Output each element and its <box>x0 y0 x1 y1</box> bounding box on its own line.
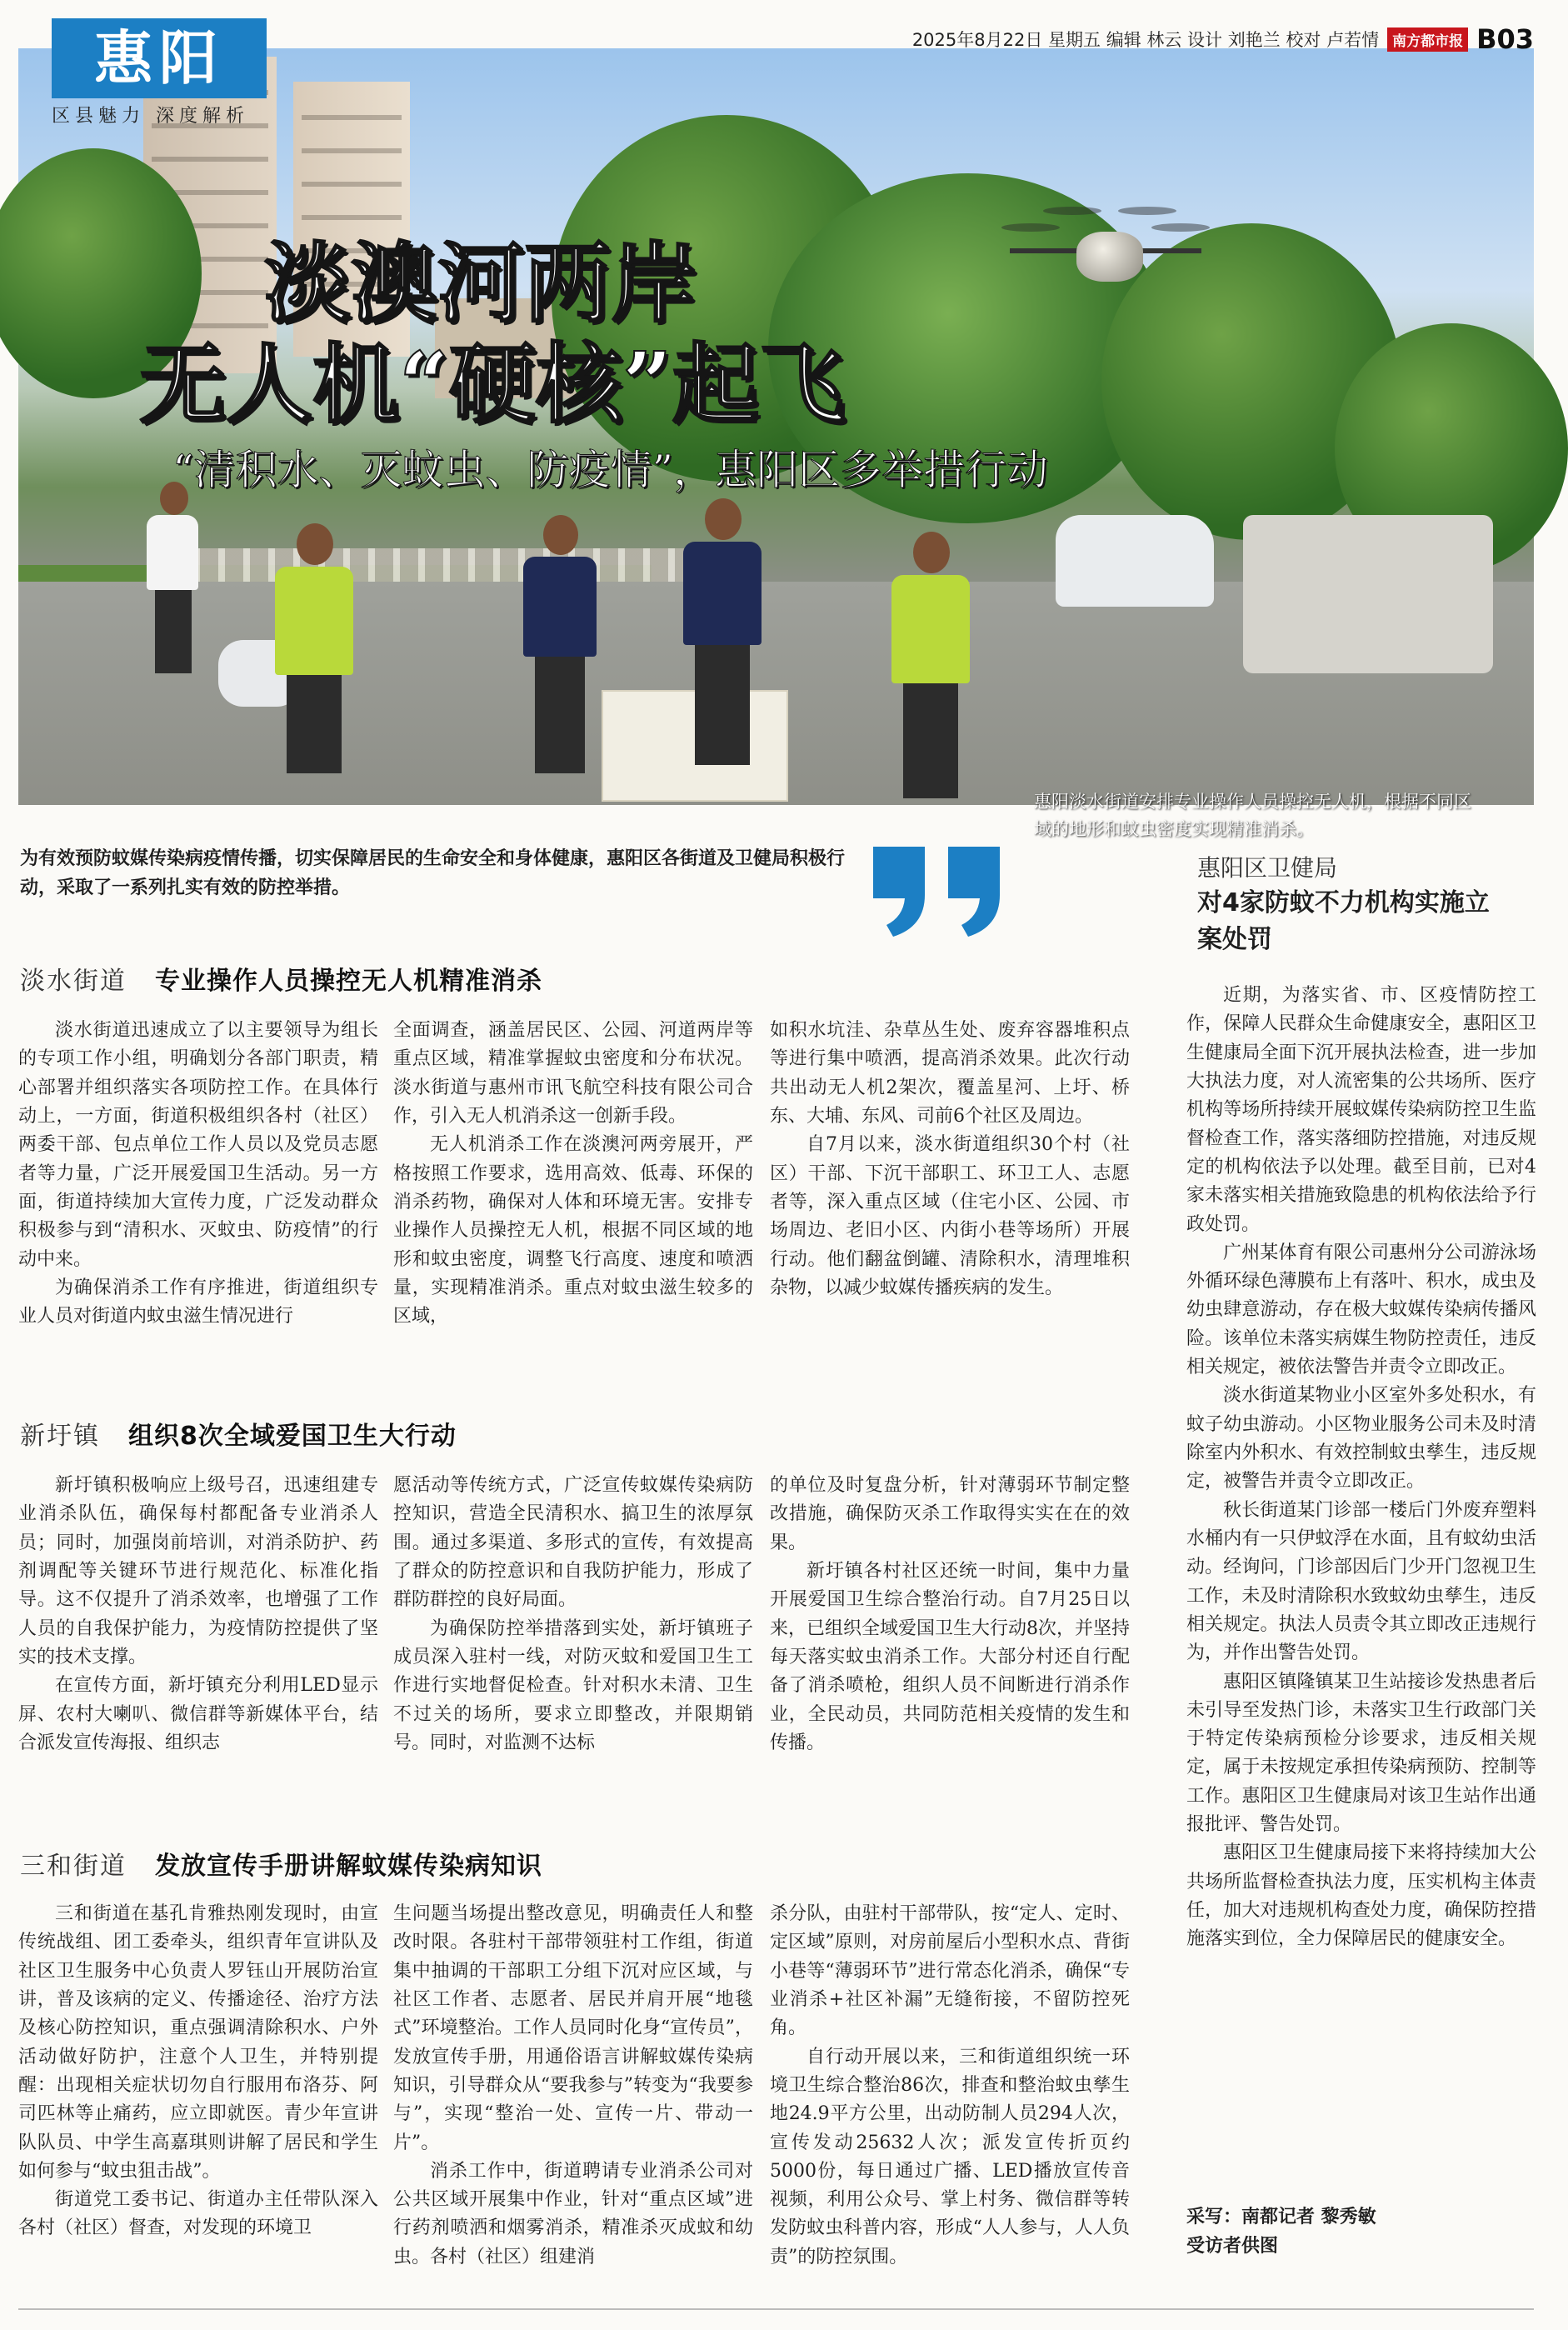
headline-line-2: 无人机“硬核”起飞 <box>139 332 846 435</box>
paragraph: 淡水街道某物业小区室外多处积水，有蚊子幼虫游动。小区物业服务公司未及时清除室内外积水、有效控制蚊虫孳生，违反规定，被警告并责令立即改正。 <box>1186 1385 1536 1492</box>
section-subtitle: 区县魅力 深度解析 <box>52 106 249 127</box>
paragraph: 消杀工作中，街道聘请专业消杀公司对公共区域开展集中作业，针对“重点区域”进行药剂喷洒和烟雾消杀，精准杀灭成蚊和幼虫。各村（社区）组建消 <box>393 2160 753 2268</box>
worker-vest-left <box>268 523 360 773</box>
paragraph: 为确保消杀工作有序推进，街道组织专业人员对街道内蚊虫滋生情况进行 <box>18 1277 378 1328</box>
text-column <box>770 1472 1130 1758</box>
paragraph: 全面调查，涵盖居民区、公园、河道两岸等重点区域，精准掌握蚊虫密度和分布状况。淡水街道与惠州市讯飞航空科技有限公司合作，引入无人机消杀这一创新手段。 <box>393 1020 753 1127</box>
photo-caption: 惠阳淡水街道安排专业操作人员操控无人机，根据不同区域的地形和蚊虫密度实现精准消杀。 <box>1034 792 1471 839</box>
section-title: 发放宣传手册讲解蚊媒传染病知识 <box>155 1852 542 1881</box>
masthead-line <box>912 23 1534 55</box>
text-column <box>770 1017 1130 1302</box>
van <box>1056 515 1214 607</box>
headline-subtitle: “清积水、灭蚊虫、防疫情”，惠阳区多举措行动 <box>172 446 1049 495</box>
paragraph: 杀分队，由驻村干部带队，按“定人、定时、定区域”原则，对房前屋后小型积水点、背街小巷等“薄弱环节”进行常态化消杀，确保“专业消杀+社区补漏”无缝衔接，不留防控死角。 <box>770 1903 1130 2039</box>
paragraph: 新圩镇积极响应上级号召，迅速组建专业消杀队伍，确保每村都配备专业消杀人员；同时，加强岗前培训，对消杀防护、药剂调配等关键环节进行规范化、标准化指导。这不仅提升了消杀效率，也增强了工作人员的自我保护能力，为疫情防控提供了坚实的技术支撑。 <box>18 1475 378 1668</box>
text-column <box>393 1900 753 2272</box>
paragraph: 为确保防控举措落到实处，新圩镇班子成员深入驻村一线，对防灭蚊和爱国卫生工作进行实地督促检查。针对积水未清、卫生不过关的场所，要求立即整改，并限期销号。同时，对监测不达标 <box>393 1618 753 1753</box>
text-column <box>393 1472 753 1758</box>
worker-vest-right <box>885 532 976 798</box>
byline <box>1186 2203 1376 2262</box>
paragraph: 近期，为落实省、市、区疫情防控工作，保障人民群众生命健康安全，惠阳区卫生健康局全面下沉开展执法检查，进一步加大执法力度，对人流密集的公共场所、医疗机构等场所持续开展蚊媒传染病防控卫生监督检查工作，落实落细防控措施，对违反规定的机构依法予以处理。截至目前，已对4家未落实相关措施致隐患的机构依法给予行政处罚。 <box>1186 985 1536 1235</box>
newspaper-logo: 南方都市报 <box>1387 28 1468 52</box>
section-place: 淡水街道 <box>20 967 127 996</box>
hero-photo <box>18 48 1534 839</box>
section-place: 新圩镇 <box>20 1422 100 1451</box>
section-heading-sanhe <box>20 1845 542 1887</box>
side-title: 对4家防蚊不力机构实施立案处罚 <box>1197 888 1490 954</box>
hero-headline <box>139 233 1048 494</box>
bystander <box>143 482 202 673</box>
bottom-rule <box>18 2308 1534 2310</box>
truck <box>1243 515 1493 673</box>
section-place: 三和街道 <box>20 1852 127 1881</box>
section-title: 组织8次全域爱国卫生大行动 <box>128 1422 457 1451</box>
paragraph: 自行动开展以来，三和街道组织统一环境卫生综合整治86次，排查和整治蚊虫孳生地24.9平方公里，出动防制人员294人次，宣传发动25632人次；派发宣传折页约5000份，每日通过广播、LED播放宣传音视频，利用公众号、掌上村务、微信群等转发防蚊虫科普内容，形成“人人参与，人人负责”的防控氛围。 <box>770 2046 1130 2268</box>
paragraph: 新圩镇各村社区还统一时间，集中力量开展爱国卫生综合整治行动。自7月25日以来，已组织全域爱国卫生大行动8次，并坚持每天落实蚊虫消杀工作。大部分村还自行配备了消杀喷枪，组织人员不间断进行消杀作业，全民动员，共同防范相关疫情的发生和传播。 <box>770 1560 1130 1753</box>
paragraph: 惠阳区镇隆镇某卫生站接诊发热患者后未引导至发热门诊，未落实卫生行政部门关于特定传染病预检分诊要求，违反相关规定，属于未按规定承担传染病预防、控制等工作。惠阳区卫生健康局对该卫生站作出通报批评、警告处罚。 <box>1186 1671 1536 1836</box>
paragraph: 生问题当场提出整改意见，明确责任人和整改时限。各驻村干部带领驻村工作组，街道集中抽调的干部职工分组下沉对应区域，与社区工作者、志愿者、居民并肩开展“地毯式”环境整治。工作人员同时化身“宣传员”，发放宣传手册，用通俗语言讲解蚊媒传染病知识，引导群众从“要我参与”转变为“我要参与”，实现“整治一处、宣传一片、带动一片”。 <box>393 1903 753 2153</box>
text-column <box>770 1900 1130 2272</box>
section-badge: 惠阳 <box>52 18 267 98</box>
paragraph: 自7月以来，淡水街道组织30个村（社区）干部、下沉干部职工、环卫工人、志愿者等，深入重点区域（住宅小区、公园、市场周边、老旧小区、内街小巷等场所）开展行动。他们翻盆倒罐、清除积水，清理堆积杂物，以减少蚊媒传播疾病的发生。 <box>770 1134 1130 1298</box>
photo-credit: 受访者供图 <box>1186 2235 1279 2257</box>
paragraph: 无人机消杀工作在淡澳河两旁展开，严格按照工作要求，选用高效、低毒、环保的消杀药物，确保对人体和环境无害。安排专业操作人员操控无人机，根据不同区域的地形和蚊虫密度，调整飞行高度、速度和喷洒量，实现精准消杀。重点对蚊虫滋生较多的区域， <box>393 1134 753 1328</box>
paragraph: 街道党工委书记、街道办主任带队深入各村（社区）督查，对发现的环境卫 <box>18 2189 378 2239</box>
paragraph: 三和街道在基孔肯雅热刚发现时，由宣传统战组、团工委牵头，组织青年宣讲队及社区卫生服务中心负责人罗钰山开展防治宣讲，普及该病的定义、传播途径、治疗方法及核心防控知识，重点强调清除积水、户外活动做好防护，注意个人卫生，并特别提醒：出现相关症状切勿自行服用布洛芬、阿司匹林等止痛药，应立即就医。青少年宣讲队队员、中学生高嘉琪则讲解了居民和学生如何参与“蚊虫狙击战”。 <box>18 1903 378 2182</box>
intro-paragraph: 为有效预防蚊媒传染病疫情传播，切实保障居民的生命安全和身体健康，惠阳区各街道及卫健局积极行动，采取了一系列扎实有效的防控举措。 <box>20 848 846 898</box>
paragraph: 广州某体育有限公司惠州分公司游泳场外循环绿色薄膜布上有落叶、积水，成虫及幼虫肆意游动，存在极大蚊媒传染病传播风险。该单位未落实病媒生物防控责任，违反相关规定，被依法警告并责令立即改正。 <box>1186 1242 1536 1378</box>
section-heading-xinxu <box>20 1415 457 1457</box>
page-number: B03 <box>1476 23 1534 55</box>
paragraph: 在宣传方面，新圩镇充分利用LED显示屏、农村大喇叭、微信群等新媒体平台，结合派发宣传海报、组织志 <box>18 1675 378 1753</box>
paragraph: 淡水街道迅速成立了以主要领导为组长的专项工作小组，明确划分各部门职责，精心部署并组织落实各项防控工作。在具体行动上，一方面，街道积极组织各村（社区）两委干部、包点单位工作人员以及党员志愿者等力量，广泛开展爱国卫生活动。另一方面，街道持续加大宣传力度，广泛发动群众积极参与到“清积水、灭蚊虫、防疫情”的行动中来。 <box>18 1020 378 1270</box>
reporter-credit: 采写：南都记者 黎秀敏 <box>1186 2207 1376 2228</box>
paragraph: 的单位及时复盘分析，针对薄弱环节制定整改措施，确保防灭杀工作取得实实在在的效果。 <box>770 1475 1130 1553</box>
side-kicker: 惠阳区卫健局 <box>1197 854 1338 882</box>
text-column <box>18 1017 378 1331</box>
worker-operator <box>518 515 602 773</box>
section-heading-danshui <box>20 960 542 1002</box>
paragraph: 如积水坑洼、杂草丛生处、废弃容器堆积点等进行集中喷洒，提高消杀效果。此次行动共出动无人机2架次，覆盖星河、上圩、桥东、大埔、东风、司前6个社区及周边。 <box>770 1020 1130 1127</box>
railing <box>168 548 685 582</box>
paragraph: 惠阳区卫生健康局接下来将持续加大公共场所监督检查执法力度，压实机构主体责任，加大对违规机构查处力度，确保防控措施落实到位，全力保障居民的健康安全。 <box>1186 1842 1536 1950</box>
headline-line-1: 淡澳河两岸 <box>264 232 698 334</box>
text-column <box>18 1900 378 2243</box>
text-column <box>393 1017 753 1331</box>
paragraph: 愿活动等传统方式，广泛宣传蚊媒传染病防控知识，营造全民清积水、搞卫生的浓厚氛围。通过多渠道、多形式的宣传，有效提高了群众的防控意识和自我防护能力，形成了群防群控的良好局面。 <box>393 1475 753 1611</box>
section-title: 专业操作人员操控无人机精准消杀 <box>155 967 542 996</box>
date-editor-line: 2025年8月22日 星期五 编辑 林云 设计 刘艳兰 校对 卢若情 <box>911 30 1380 50</box>
quote-mark-icon <box>873 847 1006 938</box>
text-column <box>18 1472 378 1758</box>
side-text-column <box>1186 982 1536 1954</box>
paragraph: 秋长街道某门诊部一楼后门外废弃塑料水桶内有一只伊蚊浮在水面，且有蚊幼虫活动。经询问，门诊部因后门少开门忽视卫生工作，未及时清除积水致蚊幼虫孳生，违反相关规定。执法人员责令其立即改正违规行为，并作出警告处罚。 <box>1186 1499 1536 1664</box>
worker-operator <box>677 498 768 765</box>
